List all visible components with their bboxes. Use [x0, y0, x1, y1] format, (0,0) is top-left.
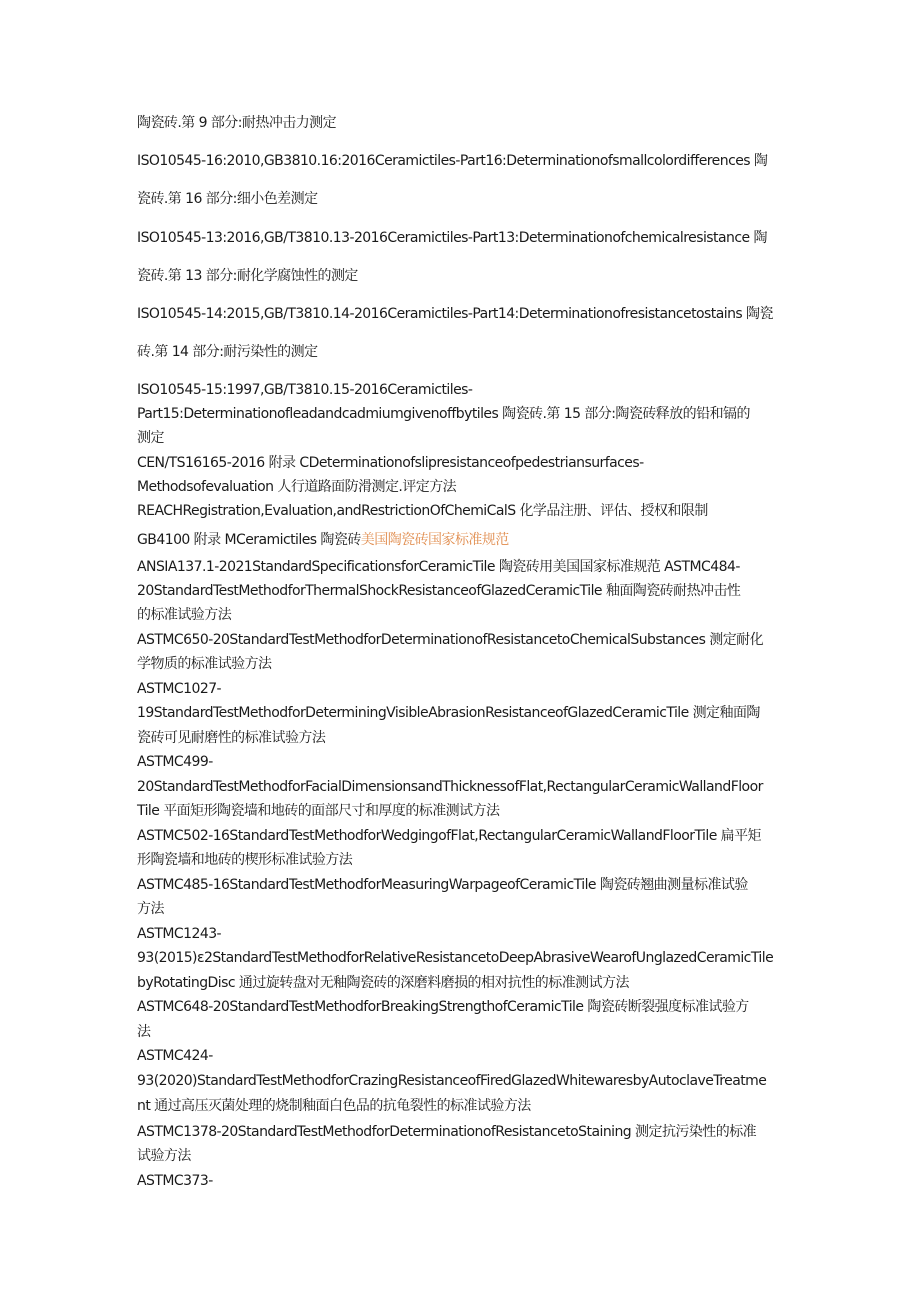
text-line: ASTMC650-20StandardTestMethodforDeterminationofResistancetoChemicalSubstances 测定耐化	[137, 632, 764, 648]
text-line: ASTMC1378-20StandardTestMethodforDeterminationofResistancetoStaining 测定抗污染性的标准	[137, 1124, 757, 1140]
text-line: 93(2015)ε2StandardTestMethodforRelativeResistancetoDeepAbrasiveWearofUnglazedCeramicTile	[137, 950, 774, 966]
text-line: ASTMC499-	[137, 754, 213, 770]
text-segment: GB4100 附录 MCeramictiles 陶瓷砖	[137, 532, 361, 548]
text-line: ANSIA137.1-2021StandardSpecificationsforCeramicTile 陶瓷砖用美国国家标准规范 ASTMC484-	[137, 559, 740, 575]
text-line: 瓷砖.第 13 部分:耐化学腐蚀性的测定	[137, 268, 358, 284]
text-line: 砖.第 14 部分:耐污染性的测定	[137, 344, 318, 360]
text-line: ASTMC1243-	[137, 926, 222, 942]
text-line: 学物质的标准试验方法	[137, 656, 272, 672]
highlighted-heading: 美国陶瓷砖国家标准规范	[360, 532, 509, 548]
text-line: 瓷砖可见耐磨性的标准试验方法	[137, 730, 326, 746]
text-line: ISO10545-14:2015,GB/T3810.14-2016Ceramictiles-Part14:Determinationofresistancetostains 陶瓷	[137, 306, 773, 322]
text-line: ASTMC502-16StandardTestMethodforWedgingofFlat,RectangularCeramicWallandFloorTile 扁平矩	[137, 828, 762, 844]
text-line: 测定	[137, 430, 164, 446]
text-line: 试验方法	[137, 1148, 191, 1164]
text-line: 19StandardTestMethodforDeterminingVisibleAbrasionResistanceofGlazedCeramicTile 测定釉面陶	[137, 705, 760, 721]
text-line: REACHRegistration,Evaluation,andRestrictionOfChemiCalS 化学品注册、评估、授权和限制	[137, 503, 708, 519]
text-line: 20StandardTestMethodforFacialDimensionsandThicknessofFlat,RectangularCeramicWallandFloor	[137, 779, 763, 795]
text-line: Part15:Determinationofleadandcadmiumgivenoffbytiles 陶瓷砖.第 15 部分:陶瓷砖释放的铅和镉的	[137, 406, 750, 422]
text-line: ISO10545-16:2010,GB3810.16:2016Ceramictiles-Part16:Determinationofsmallcolordifferences 陶	[137, 153, 768, 169]
text-line: ISO10545-15:1997,GB/T3810.15-2016Ceramictiles-	[137, 382, 473, 398]
text-line: 瓷砖.第 16 部分:细小色差测定	[137, 191, 318, 207]
text-line: 93(2020)StandardTestMethodforCrazingResistanceofFiredGlazedWhitewaresbyAutoclaveTreatme	[137, 1073, 767, 1089]
text-line: byRotatingDisc 通过旋转盘对无釉陶瓷砖的深磨料磨损的相对抗性的标准测试方法	[137, 975, 629, 991]
text-line: ASTMC648-20StandardTestMethodforBreakingStrengthofCeramicTile 陶瓷砖断裂强度标准试验方	[137, 999, 749, 1015]
text-line: ISO10545-13:2016,GB/T3810.13-2016Ceramictiles-Part13:Determinationofchemicalresistance 陶	[137, 230, 767, 246]
text-line: ASTMC485-16StandardTestMethodforMeasuringWarpageofCeramicTile 陶瓷砖翘曲测量标准试验	[137, 877, 748, 893]
text-line: ASTMC424-	[137, 1048, 213, 1064]
text-line: ASTMC1027-	[137, 681, 222, 697]
text-line: 方法	[137, 901, 164, 917]
text-line	[137, 531, 509, 549]
text-line: 法	[137, 1024, 151, 1040]
text-line: Tile 平面矩形陶瓷墙和地砖的面部尺寸和厚度的标准测试方法	[137, 803, 500, 819]
text-line: 陶瓷砖.第 9 部分:耐热冲击力测定	[137, 115, 337, 131]
text-line: ASTMC373-	[137, 1173, 213, 1189]
text-line: 形陶瓷墙和地砖的楔形标准试验方法	[137, 852, 353, 868]
text-line: Methodsofevaluation 人行道路面防滑测定.评定方法	[137, 479, 457, 495]
text-line: 20StandardTestMethodforThermalShockResistanceofGlazedCeramicTile 釉面陶瓷砖耐热冲击性	[137, 583, 741, 599]
text-line: nt 通过高压灭菌处理的烧制釉面白色品的抗龟裂性的标准试验方法	[137, 1098, 531, 1114]
text-line: 的标准试验方法	[137, 607, 232, 623]
text-line: CEN/TS16165-2016 附录 CDeterminationofslipresistanceofpedestriansurfaces-	[137, 455, 644, 471]
